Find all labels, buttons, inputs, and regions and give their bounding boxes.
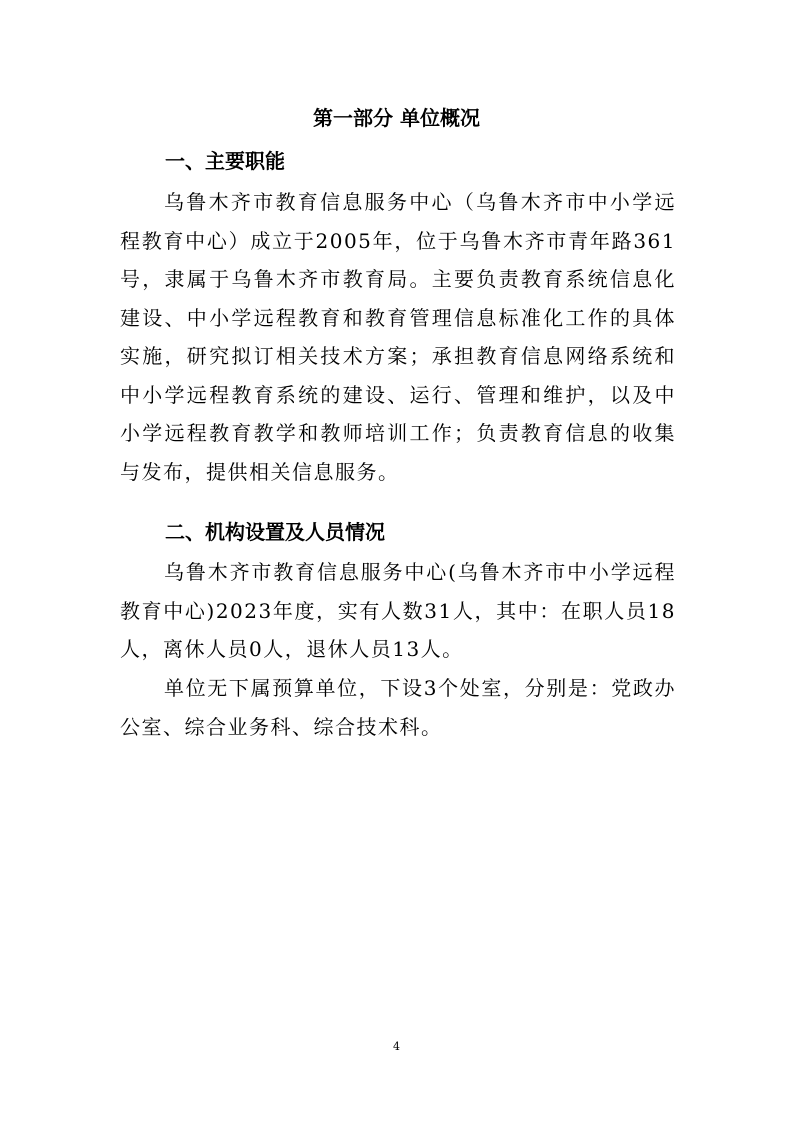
paragraph-main-functions: 乌鲁木齐市教育信息服务中心（乌鲁木齐市中小学远程教育中心）成立于2005年，位于乌鲁木齐市青年路361号，隶属于乌鲁木齐市教育局。主要负责教育系统信息化建设、中小学远程教育和教育管理信息标准化工作的具体实施，研究拟订相关技术方案；承担教育信息网络系统和中小学远程教育系统的建设、运行、管理和维护，以及中小学远程教育教学和教师培训工作；负责教育信息的收集与发布，提供相关信息服务。 (120, 190, 676, 484)
page-number: 4 (393, 1040, 400, 1053)
part-title: 第一部分 单位概况 (313, 106, 480, 130)
section-heading-organization-staff: 二、机构设置及人员情况 (165, 520, 385, 544)
paragraph-staff-info: 乌鲁木齐市教育信息服务中心(乌鲁木齐市中小学远程教育中心)2023年度，实有人数31人，其中：在职人员18人，离休人员0人，退休人员13人。 (120, 560, 676, 661)
paragraph-departments: 单位无下属预算单位，下设3个处室，分别是：党政办公室、综合业务科、综合技术科。 (120, 676, 676, 739)
section-heading-main-functions: 一、主要职能 (165, 149, 285, 173)
